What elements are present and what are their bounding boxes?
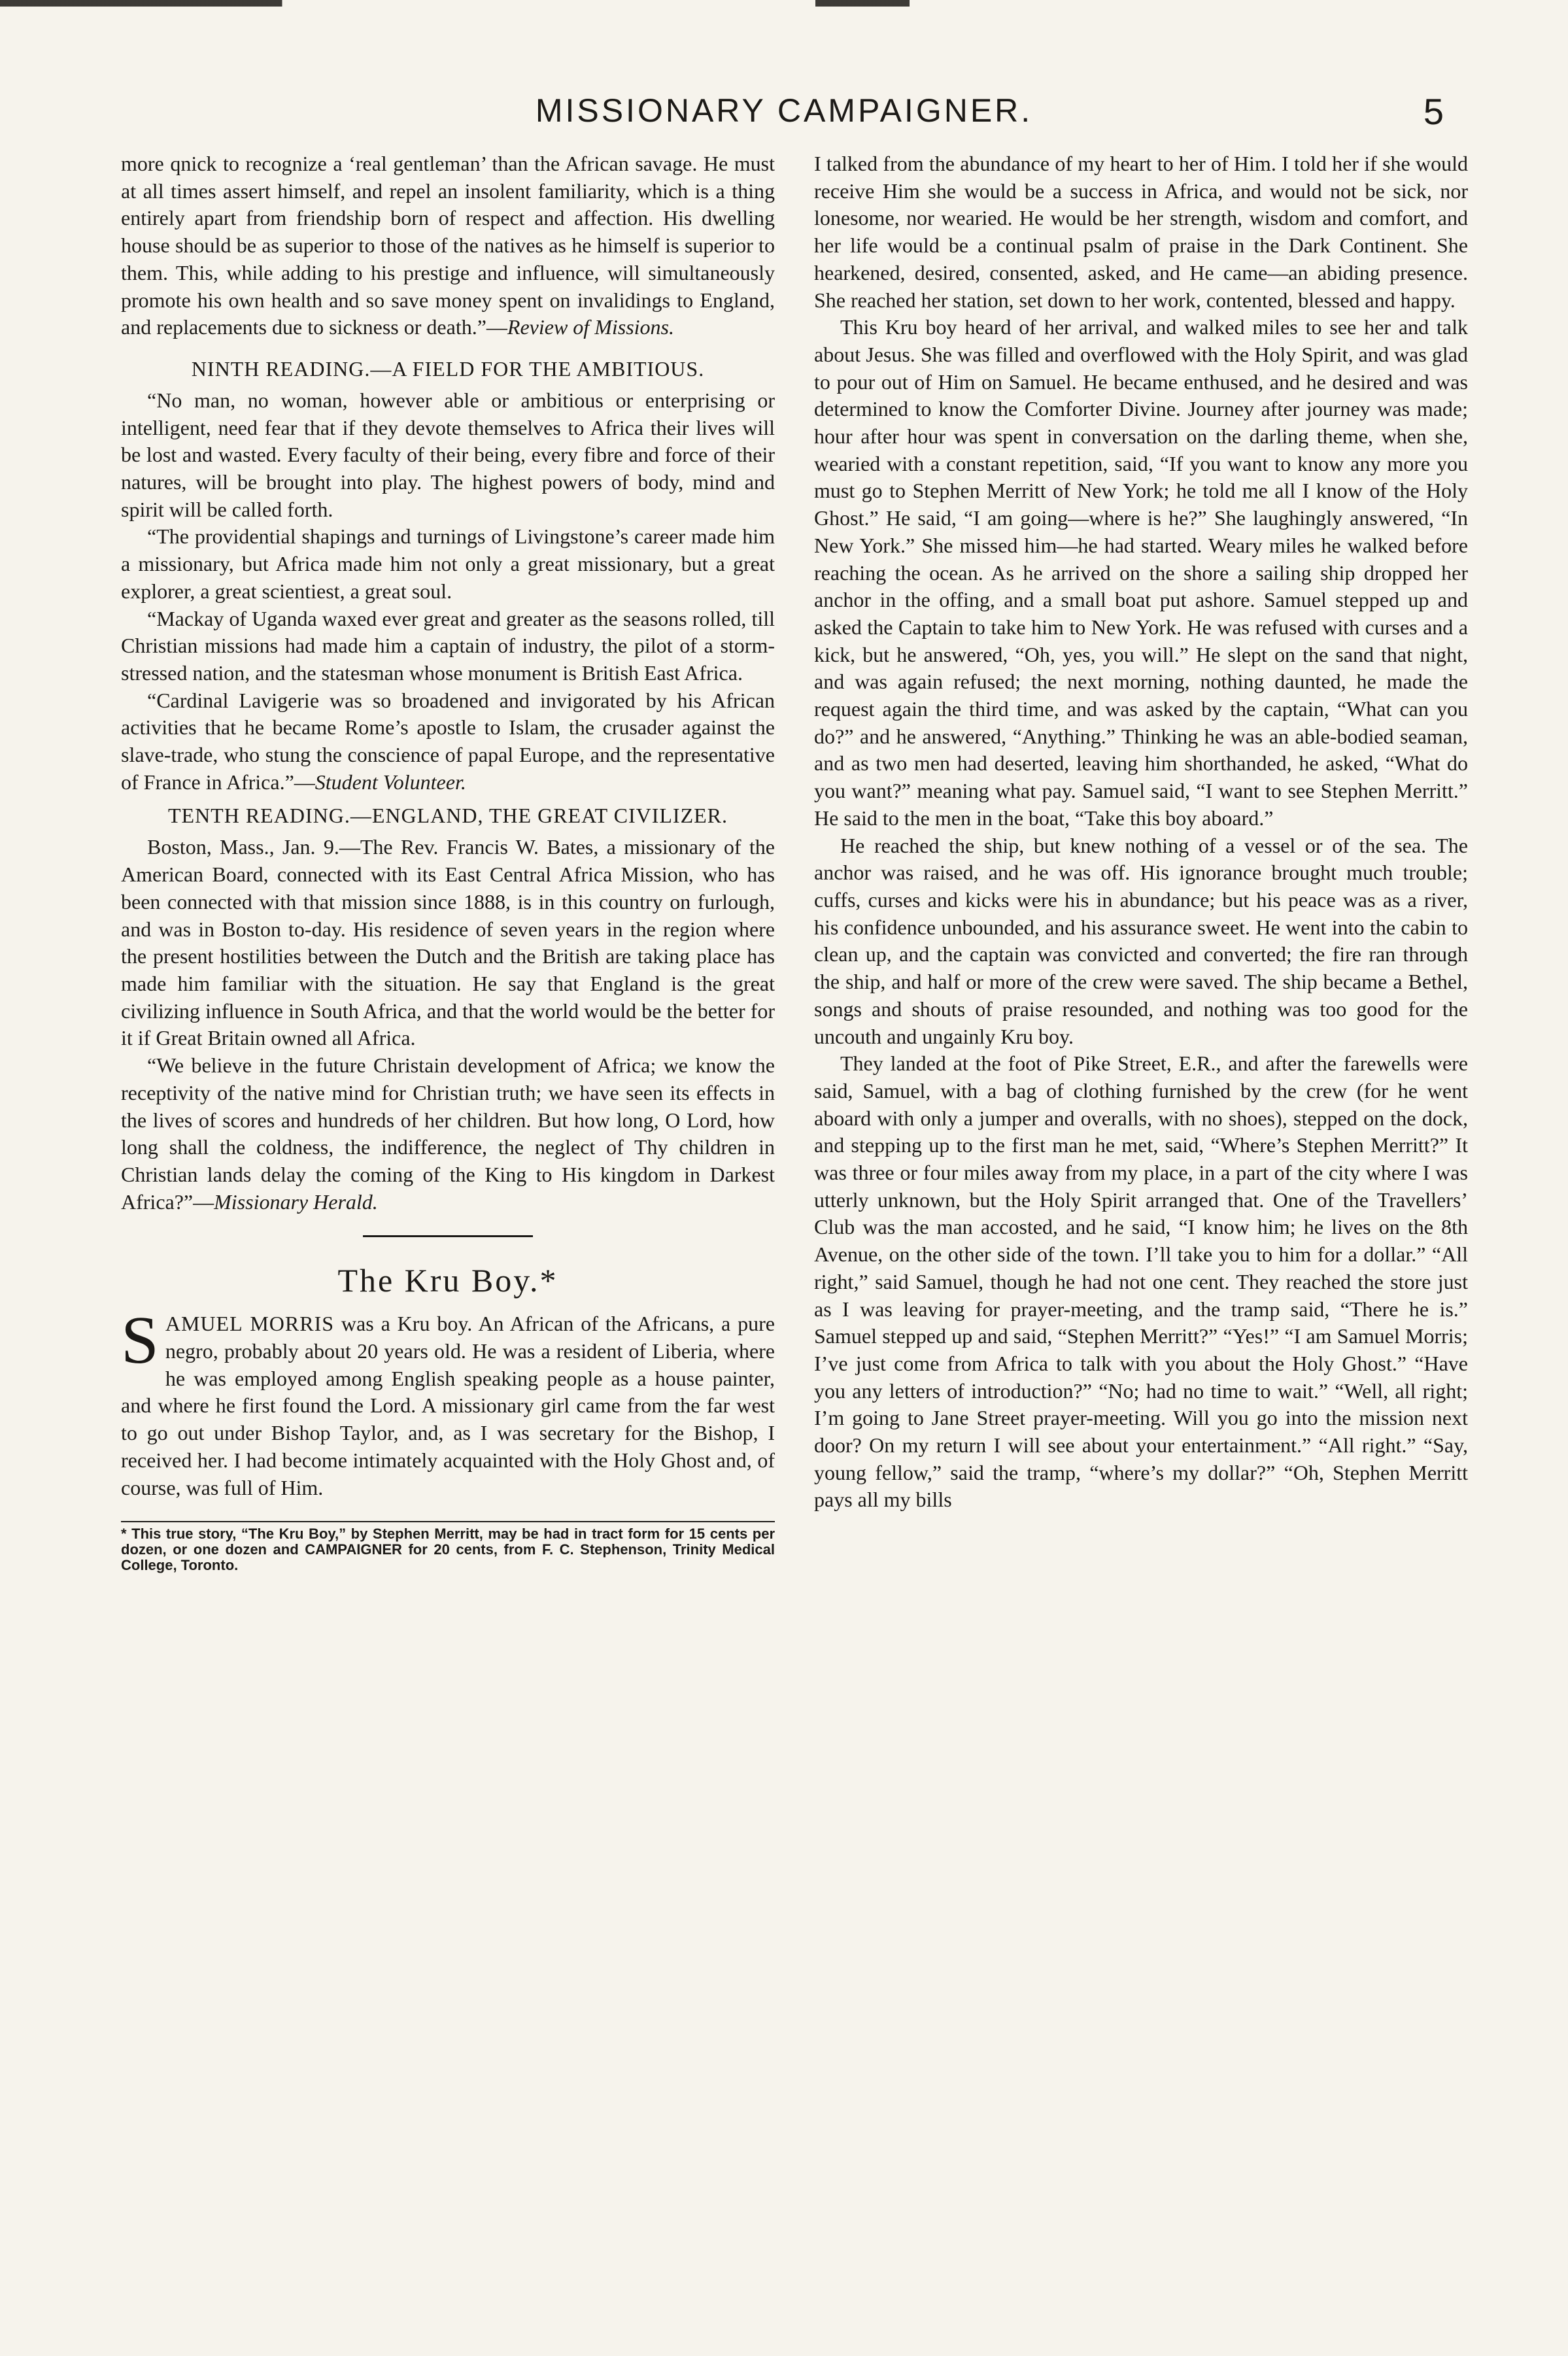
right-paragraph-3: He reached the ship, but knew nothing of a vessel or of the sea. The anchor was raised, and he was off. His ignorance brought much trouble; cuffs, curses and kicks were his in abundance; but his peace was as a river, his confidence unbounded, and his assurance sweet. He went into the cabin to clean up, and the captain was convicted and converted; the fire ran through the ship, and half or more of the crew were saved. The ship became a Bethel, songs and shouts of praise resounded, and nothing was too good for the uncouth and ungainly Kru boy. xyxy=(814,833,1468,1048)
right-paragraph-2: This Kru boy heard of her arrival, and walked miles to see her and talk about Jesus. She was filled and overflowed with the Holy Spirit, and was glad to pour out of Him on Samuel. He became enthused, and he desired and was determined to know the Comforter Divine. Journey after journey was made; hour after hour was spent in conversation on the darling theme, when she, wearied with a constant repetition, said, “If you want to know any more you must go to Stephen Merritt of New York; he told me all I know of the Holy Ghost.” He said, “I am going—where is he?” She laughingly answered, “In New York.” She missed him—he had started. Weary miles he walked before reaching the ocean. As he arrived on the shore a sailing ship dropped her anchor in the offing, and a small boat put ashore. Samuel stepped up and asked the Captain to take him to New York. He was refused with curses and a kick, but he answered, “Oh, yes, you will.” He slept on the sand that night, and was again refused; the next morning, nothing daunted, he made the request again the third time, and was asked by the captain, “What can you do?” and he answered, “Anything.” Thinking he was an able-bodied seaman, and as two men had deserted, leaving him shorthanded, he asked, “What do you want?” meaning what pay. Samuel said, “I want to see Stephen Merritt.” He said to the men in the boat, “Take this boy aboard.” xyxy=(814,315,1468,830)
tenth-reading-heading: TENTH READING.—ENGLAND, THE GREAT CIVILIZER. xyxy=(167,804,728,828)
publication-title: MISSIONARY CAMPAIGNER. xyxy=(535,92,1033,129)
page-header xyxy=(98,92,1470,137)
left-column xyxy=(121,150,775,1573)
section-divider xyxy=(363,1235,533,1237)
source-citation: Student Volunteer. xyxy=(315,770,466,794)
source-citation: Missionary Herald. xyxy=(214,1189,378,1214)
continued-paragraph xyxy=(121,150,775,341)
tenth-paragraph-2 xyxy=(121,1052,775,1216)
top-border-rule xyxy=(0,0,1568,7)
ninth-reading-heading: NINTH READING.—A FIELD FOR THE AMBITIOUS. xyxy=(191,356,705,381)
ninth-paragraph-2: “The providential shapings and turnings of Livingstone’s career made him a missionary, but Africa made him not only a great missionary, but a great explorer, a great scientiest, a great soul. xyxy=(121,524,775,603)
ninth-paragraph-3: “Mackay of Uganda waxed ever great and greater as the seasons rolled, till Christian missions had made him a captain of industry, the pilot of a storm-stressed nation, and the statesman whose monument is British East Africa. xyxy=(121,606,775,685)
ninth-paragraph-4-text: “Cardinal Lavigerie was so broadened and invigorated by his African activities that he became Rome’s apostle to Islam, the crusader against the slave-trade, who stung the conscience of papal Europe, and the representative of France in Africa.”— xyxy=(121,688,775,794)
ninth-paragraph-4 xyxy=(121,687,775,796)
article-lead-paragraph xyxy=(121,1303,775,1501)
footnote: * This true story, “The Kru Boy,” by Stephen Merritt, may be had in tract form for 15 cents per dozen, or one dozen and CAMPAIGNER for 20 cents, from F. C. Stephenson, Trinity Medical College, Toronto. xyxy=(121,1526,775,1574)
footnote-rule xyxy=(121,1521,775,1522)
tenth-paragraph-1: Boston, Mass., Jan. 9.—The Rev. Francis W. Bates, a missionary of the American Board, connected with its East Central Africa Mission, who has been connected with that mission since 1888, is in this country on furlough, and was in Boston to-day. His residence of seven years in the region where the present hostilities between the Dutch and the British are taking place has made him familiar with the situation. He say that England is the great civilizing influence in South Africa, and that the world would be the better for it if Great Britain owned all Africa. xyxy=(121,835,775,1050)
right-paragraph-1: I talked from the abundance of my heart to her of Him. I told her if she would receive Him she would be a success in Africa, and would not be sick, nor lonesome, nor wearied. He would be her strength, wisdom and comfort, and her life would be a continual psalm of praise in the Dark Continent. She hearkened, desired, consented, asked, and He came—an abiding presence. She reached her station, set down to her work, contented, blessed and happy. xyxy=(814,152,1468,312)
right-paragraph-4: They landed at the foot of Pike Street, E.R., and after the farewells were said, Samuel, with a bag of clothing furnished by the crew (for he went aboard with only a jumper and overalls, with no shoes), stepped on the dock, and stepping up to the first man he met, said, “Where’s Stephen Merritt?” It was three or four miles away from my place, in a part of the city where I was utterly unknown, but the Holy Spirit arranged that. One of the Travellers’ Club was the man accosted, and he said, “I know him; he lives on the 8th Avenue, on the other side of the town. I’ll take you to him for a dollar.” “All right,” said Samuel, though he had not one cent. They reached the store just as I was leaving for prayer-meeting, and the tramp said, “There he is.” Samuel stepped up and said, “Stephen Merritt?” “Yes!” “I am Samuel Morris; I’ve just come from Africa to talk with you about the Holy Ghost.” “Have you any letters of introduction?” “No; had no time to wait.” “Well, all right; I’m going to Jane Street prayer-meeting. Will you go into the mission next door? On my return I will see about your entertainment.” “All right.” “Say, young fellow,” said the tramp, “where’s my dollar?” “Oh, Stephen Merritt pays all my bills xyxy=(814,1051,1468,1512)
article-title: The Kru Boy.* xyxy=(337,1262,558,1299)
article-lead-text: was a Kru boy. An African of the Africans, a pure negro, probably about 20 years old. He was a resident of Liberia, where he was employed among English speaking people as a house painter, and where he first found the Lord. A missionary girl came from the far west to go out under Bishop Taylor, and, as I was secretary for the Bishop, I received her. I had become intimately acquainted with the Holy Ghost and, of course, was full of Him. xyxy=(121,1312,775,1499)
continued-text: more qnick to recognize a ‘real gentleman’ than the African savage. He must at all times assert himself, and repel an insolent familiarity, which is a thing entirely apart from friendship born of respect and affection. His dwelling house should be as superior to those of the natives as he himself is superior to them. This, while adding to his prestige and influence, will simultaneously promote his own health and so save money spent on invalidings to England, and replacements due to sickness or death.”— xyxy=(121,152,775,339)
lead-name: AMUEL MORRIS xyxy=(165,1312,335,1336)
right-column xyxy=(814,150,1468,1514)
source-citation: Review of Missions. xyxy=(507,315,674,339)
drop-cap: S xyxy=(121,1303,159,1378)
tenth-paragraph-2-text: “We believe in the future Christain development of Africa; we know the receptivity of the native mind for Christian truth; we have seen its effects in the lives of scores and hundreds of her children. But how long, O Lord, how long shall the coldness, the indifference, the neglect of Thy children in Christian lands delay the coming of the King to His kingdom in Darkest Africa?”— xyxy=(121,1053,775,1214)
page-number: 5 xyxy=(1423,91,1444,132)
ninth-paragraph-1: “No man, no woman, however able or ambitious or enterprising or intelligent, need fear that if they devote themselves to Africa their lives will be lost and wasted. Every faculty of their being, every fibre and force of their natures, will be brought into play. The highest powers of body, mind and spirit will be called forth. xyxy=(121,388,775,521)
